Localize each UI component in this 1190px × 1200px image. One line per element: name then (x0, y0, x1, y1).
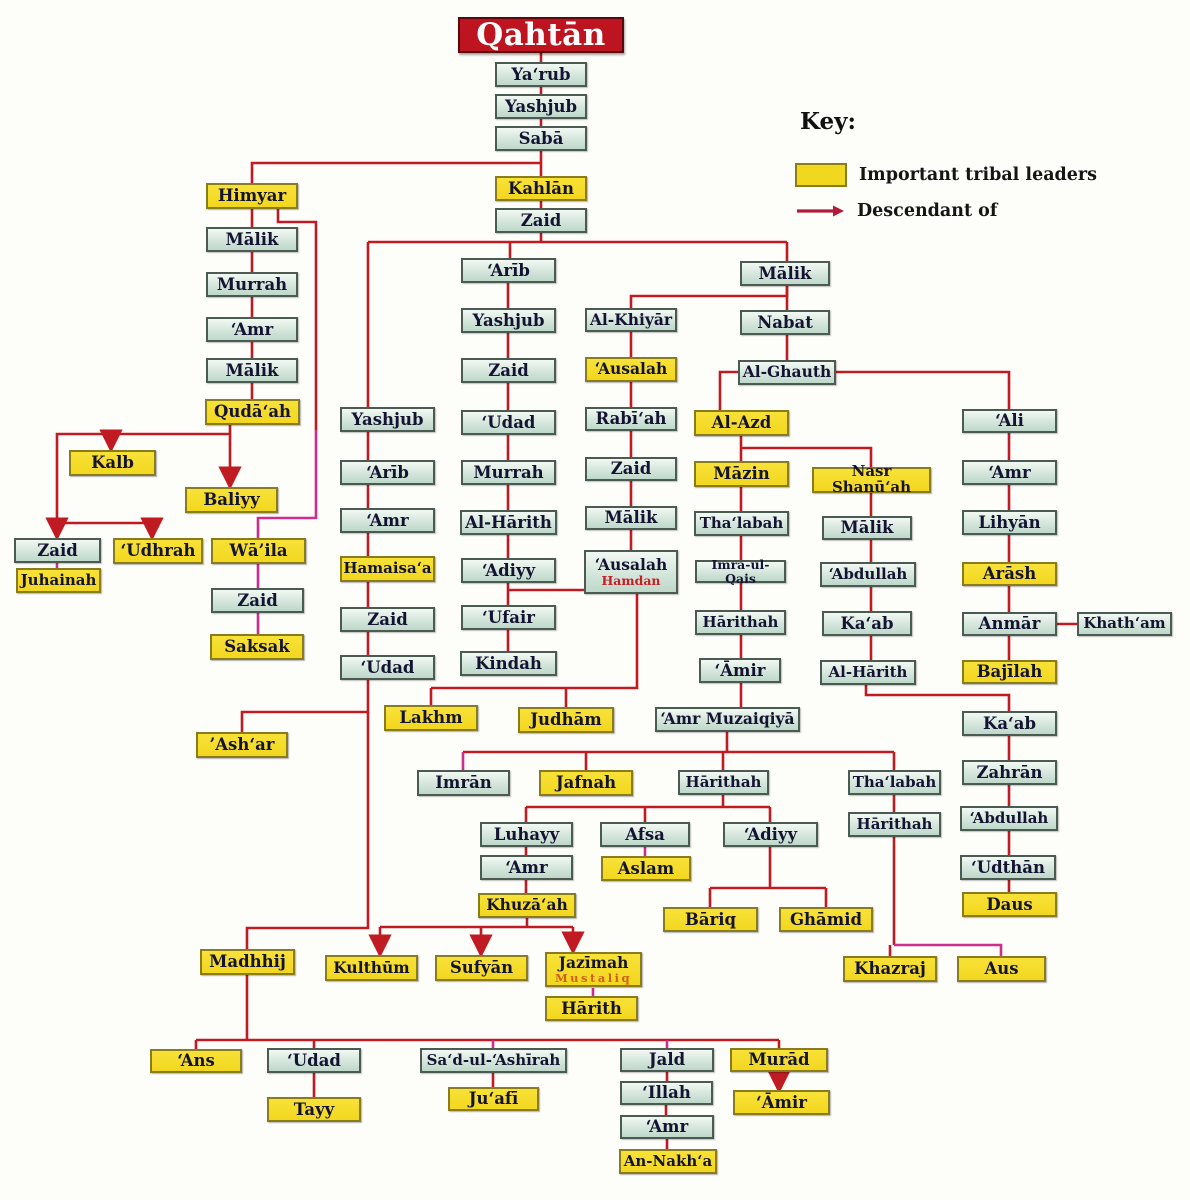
node-label: Zaid (520, 210, 562, 230)
node-label: Hamaisa‘a (343, 559, 432, 578)
node-label: Bāriq (684, 909, 737, 929)
node-label: ‘Āmir (714, 660, 766, 680)
node-kulthum (325, 955, 418, 981)
node-kahlan (495, 176, 587, 201)
descent-line (720, 372, 738, 410)
node-label: Nasr Shanū‘ah (831, 462, 912, 496)
node-label: Sabā (518, 128, 564, 148)
node-yashjub-1 (495, 94, 587, 119)
node-label: Tayy (293, 1099, 335, 1119)
node-label: ’Ash‘ar (209, 735, 275, 755)
node-thalabah-2 (848, 770, 941, 795)
node-amr-h (206, 317, 298, 342)
node-juhainah (16, 568, 101, 593)
node-ufair (461, 605, 556, 630)
node-label: Kulthūm (333, 957, 410, 977)
node-label: Ka‘ab (982, 713, 1036, 733)
node-label: ‘Ausalah (594, 554, 668, 574)
legend-title: Key: (800, 108, 856, 135)
node-kaab-2 (962, 711, 1057, 736)
node-label: ‘Ali (995, 411, 1024, 431)
node-nasrshanuah (812, 462, 931, 496)
node-amr-4 (480, 855, 573, 880)
node-label: Jazīmah (558, 952, 629, 972)
legend-leader-label: Important tribal leaders (859, 165, 1097, 185)
node-label: Khazraj (854, 959, 926, 979)
node-label: Yashjub (351, 409, 424, 429)
node-rabiah (585, 407, 677, 431)
node-label: Zaid (37, 540, 78, 560)
node-label: ‘Amr (645, 1117, 689, 1137)
node-zaid-1 (495, 208, 587, 233)
node-sublabel: Mustaliq (554, 971, 633, 986)
node-label: Luhayy (493, 824, 560, 844)
descent-line (866, 685, 1009, 711)
node-bajilah (962, 660, 1057, 684)
node-yashjub-2 (340, 407, 435, 432)
node-aslam (601, 856, 691, 881)
node-kaab-1 (822, 611, 912, 636)
node-label: Mālik (225, 229, 279, 249)
node-label: Zaid (237, 590, 278, 610)
node-qahtan (458, 17, 624, 53)
node-alharith-1 (460, 510, 557, 535)
node-sublabel: Hamdan (601, 573, 661, 589)
node-zaid-6 (461, 358, 556, 383)
node-murad (730, 1048, 828, 1072)
leader-swatch-icon (795, 163, 847, 187)
node-zaid-w (211, 588, 304, 613)
node-yarub (495, 62, 587, 87)
node-label: Al-Hārith (465, 512, 552, 532)
node-label: ‘Āmir (756, 1092, 807, 1112)
node-label: ‘Abdullah (828, 564, 908, 583)
node-saba (495, 126, 587, 151)
node-lakhm (384, 705, 478, 731)
node-malik-5 (822, 516, 912, 540)
node-label: Daus (986, 894, 1033, 914)
node-label: Sa‘d-ul-‘Ashīrah (426, 1050, 561, 1069)
node-label: Khath‘am (1083, 614, 1166, 633)
node-label: Qudā‘ah (213, 402, 292, 422)
node-label: Kahlān (508, 178, 574, 198)
node-udthan (960, 855, 1056, 880)
node-harithah-1 (695, 610, 786, 635)
node-sufyan (435, 955, 528, 981)
node-murrah-2 (461, 460, 556, 485)
node-amrmuzaiqiya (655, 707, 800, 732)
node-label: ‘Amr (988, 462, 1031, 482)
node-label: Lakhm (399, 708, 463, 728)
node-alghauth (738, 360, 836, 385)
node-label: Mālik (758, 263, 812, 283)
node-label: Al-Ghauth (742, 362, 832, 382)
descent-line (631, 286, 787, 308)
node-label: Hārith (561, 998, 622, 1018)
node-label: Madhhij (209, 952, 286, 972)
node-malik-3 (585, 506, 677, 530)
node-zaid-5 (340, 607, 435, 632)
node-khazraj (843, 956, 937, 982)
node-label: ‘Adiyy (481, 560, 536, 580)
node-label: ‘Amr (366, 510, 409, 530)
node-label: ‘Udhrah (120, 541, 196, 561)
node-label: Ka‘ab (840, 613, 894, 633)
descent-line (242, 680, 368, 732)
node-label: Khuzā‘ah (486, 895, 568, 915)
node-ashar (196, 732, 288, 758)
node-udhrah (113, 538, 203, 564)
node-label: Tha‘labah (852, 772, 937, 791)
node-ali (962, 409, 1057, 433)
node-aus (957, 956, 1046, 982)
node-arash (962, 562, 1057, 586)
node-amr-5 (620, 1115, 714, 1139)
node-label: Afsa (625, 824, 665, 844)
node-label: Zaid (610, 459, 652, 479)
node-label: Imrān (435, 773, 492, 793)
node-label: Aus (984, 959, 1019, 979)
node-imran (417, 770, 510, 796)
node-hamaisaa (340, 556, 435, 582)
node-label: ‘Arīb (366, 462, 409, 482)
node-label: Al-Khiyār (589, 309, 673, 329)
node-label: ‘Amr (505, 857, 548, 877)
node-amr-2 (340, 508, 435, 533)
node-label: Tha‘labah (699, 513, 784, 532)
node-label: ‘Ufair (482, 607, 535, 627)
node-amr-3 (962, 460, 1057, 485)
descent-line (836, 372, 1009, 409)
legend-descendant-label: Descendant of (857, 201, 998, 221)
node-label: Al-Hārith (828, 662, 908, 681)
node-khuzaah (478, 893, 576, 918)
node-ausalah-hamdan (584, 550, 678, 594)
node-ghamid (779, 907, 873, 932)
node-jazimah (545, 952, 642, 987)
node-nabat (740, 310, 830, 335)
node-afsa (600, 822, 690, 847)
node-zahran (962, 760, 1057, 785)
node-label: Baliyy (203, 490, 260, 510)
node-himyar (206, 183, 298, 209)
node-madhhij (200, 949, 295, 975)
node-label: Jald (648, 1050, 686, 1070)
node-annakha (619, 1149, 717, 1174)
node-malik-4 (740, 261, 830, 286)
node-lihyan (962, 510, 1057, 535)
node-label: Imra-ul-Qais (711, 557, 770, 586)
node-malik-h1 (206, 227, 298, 252)
node-label: Nabat (757, 312, 813, 332)
node-label: Māzin (713, 464, 770, 484)
node-tayy (267, 1097, 361, 1122)
node-label: An-Nakh‘a (623, 1151, 713, 1170)
legend-leader-row (795, 163, 1097, 187)
descent-line (894, 945, 1001, 956)
node-label: Bajīlah (976, 662, 1043, 682)
node-abdullah-1 (820, 562, 916, 587)
node-judham (518, 707, 614, 733)
node-label: Rabī‘ah (595, 409, 667, 429)
node-label: ‘Udthān (971, 857, 1045, 877)
node-luhayy (480, 822, 573, 847)
node-thalabah-1 (694, 511, 789, 536)
node-label: Hārithah (685, 772, 762, 791)
node-daus (962, 892, 1057, 917)
legend (795, 108, 1097, 235)
node-label: ‘Illah (642, 1083, 691, 1103)
node-zaid-k (14, 538, 101, 563)
node-label: ‘Ans (177, 1051, 215, 1071)
node-adiyy-2 (723, 822, 818, 847)
node-label: ‘Abdullah (969, 808, 1049, 827)
node-udad-3 (267, 1048, 361, 1073)
descendant-arrow-icon (795, 204, 845, 218)
node-label: Yashjub (505, 96, 577, 116)
node-label: ‘Amr (230, 319, 274, 339)
node-label: Saksak (224, 637, 290, 657)
node-adiyy-1 (461, 558, 556, 583)
node-label: Ghāmid (789, 909, 863, 929)
node-label: Ju‘afī (468, 1089, 519, 1109)
node-label: ‘Udad (287, 1050, 341, 1070)
node-saksak (210, 634, 304, 660)
node-label: Wā’ila (229, 541, 288, 561)
node-label: Juhainah (20, 570, 97, 589)
node-alazd (694, 410, 789, 436)
node-label: Anmār (978, 614, 1041, 634)
node-imraulqais (695, 557, 786, 586)
node-aamir-1 (699, 658, 781, 683)
node-kindah (460, 651, 557, 676)
node-jafnah (539, 770, 633, 796)
node-illah (620, 1081, 713, 1105)
node-label: Mālik (604, 508, 658, 528)
node-mazin (694, 461, 789, 487)
node-murrah-h (206, 272, 298, 297)
node-label: Hārithah (702, 612, 779, 631)
node-jald (620, 1048, 714, 1072)
node-arib-1 (461, 258, 556, 283)
node-label: Zahrān (976, 762, 1043, 782)
node-harithah-3 (848, 812, 941, 837)
node-label: Jafnah (555, 773, 617, 793)
legend-descendant-row (795, 201, 1097, 221)
node-label: Mālik (225, 360, 279, 380)
node-qudaah (205, 399, 300, 425)
node-ausalah-1 (585, 357, 677, 382)
node-kalb (69, 450, 156, 476)
node-waila (211, 538, 306, 564)
node-label: Zaid (367, 609, 408, 629)
node-malik-h2 (206, 358, 298, 383)
node-zaid-7 (585, 457, 677, 481)
node-label: Hārithah (856, 814, 933, 833)
node-harith (545, 996, 638, 1021)
node-harithah-2 (678, 770, 769, 795)
node-alkhiyar (585, 308, 677, 332)
node-label: Judhām (530, 710, 602, 730)
node-baliyy (185, 487, 278, 513)
node-label: Ya‘rub (511, 64, 571, 84)
node-label: Aslam (617, 858, 675, 878)
node-label: Murrah (473, 462, 544, 482)
node-label: Al-Azd (711, 413, 772, 433)
node-sadulashirah (420, 1048, 567, 1073)
node-anmar (962, 612, 1057, 636)
node-aamir-2 (733, 1090, 830, 1115)
node-label: Kindah (475, 653, 542, 673)
node-label: Murrah (216, 274, 288, 294)
node-label: ‘Adiyy (743, 824, 798, 844)
node-label: Qahtān (476, 16, 606, 53)
node-label: Lihyān (978, 512, 1041, 532)
node-label: Himyar (217, 186, 287, 206)
node-bariq (663, 907, 758, 932)
node-khatham (1077, 612, 1172, 636)
node-label: Yashjub (472, 310, 545, 330)
node-yashjub-3 (461, 308, 556, 333)
node-arib-2 (340, 460, 435, 485)
descent-line (258, 430, 316, 538)
node-label: ‘Ausalah (594, 359, 668, 379)
node-label: ‘Amr Muzaiqiyā (660, 709, 795, 729)
node-label: ‘Udad (360, 657, 415, 677)
node-label: ‘Udad (481, 412, 536, 432)
node-udad-1 (461, 410, 556, 435)
node-alharith-2 (820, 660, 916, 685)
node-juafi (448, 1087, 539, 1111)
node-label: Murād (748, 1050, 810, 1070)
node-label: Arāsh (982, 564, 1037, 584)
node-label: Mālik (840, 518, 894, 538)
node-ans (150, 1049, 242, 1073)
node-abdullah-2 (960, 806, 1058, 831)
node-label: ‘Arīb (487, 260, 530, 280)
node-udad-2 (340, 655, 435, 680)
node-label: Sufyān (449, 958, 514, 978)
node-label: Zaid (488, 360, 529, 380)
node-label: Kalb (91, 453, 134, 473)
